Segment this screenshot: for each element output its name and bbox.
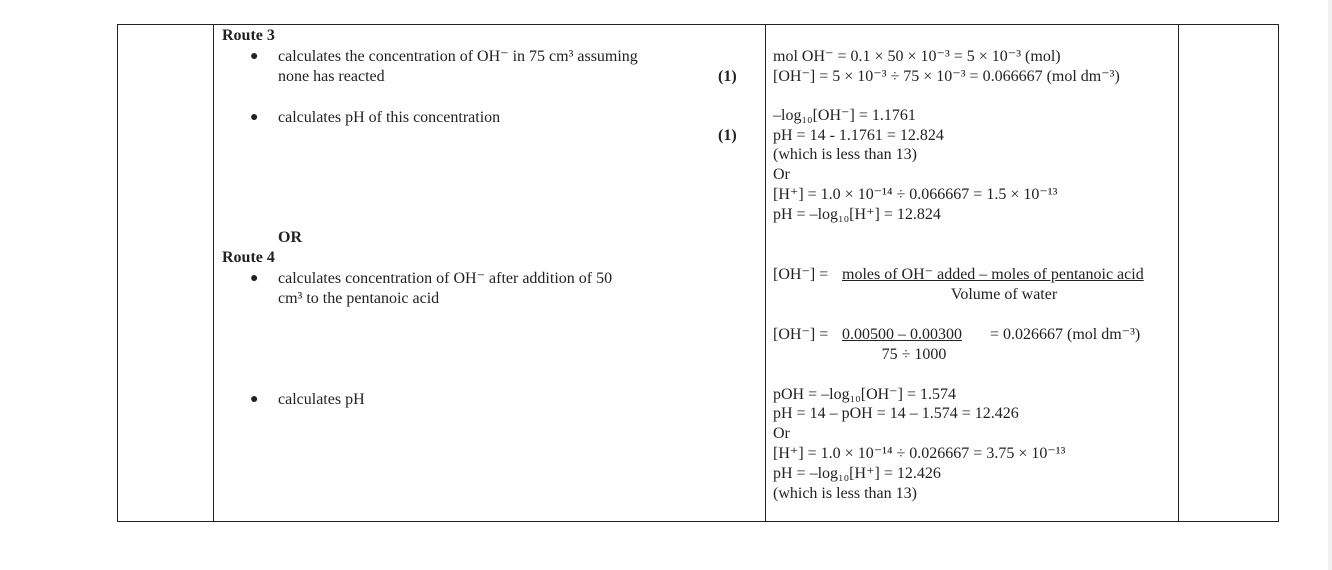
route4-answer-line: pH = –log₁₀[H⁺] = 12.426: [773, 465, 941, 482]
route4-answer-line: pH = 14 – pOH = 14 – 1.574 = 12.426: [773, 405, 1019, 422]
route4-answer-line: (which is less than 13): [773, 485, 917, 502]
route4-frac1-lhs: [OH⁻] =: [773, 266, 829, 283]
route3-answer-line: mol OH⁻ = 0.1 × 50 × 10⁻³ = 5 × 10⁻³ (mol): [773, 48, 1061, 65]
route3-bullet1-line1: calculates the concentration of OH⁻ in 75 cm³ assuming: [278, 48, 638, 65]
route4-bullet1-line1: calculates concentration of OH⁻ after addition of 50: [278, 270, 613, 287]
bullet-icon: ●: [250, 392, 259, 407]
page-edge: [1328, 0, 1332, 570]
route3-answer-line: pH = 14 - 1.1761 = 12.824: [773, 127, 944, 144]
route4-frac2-lhs: [OH⁻] =: [773, 326, 829, 343]
column-divider: [1178, 25, 1179, 521]
route3-mark2: (1): [718, 127, 737, 144]
route3-answer-line: (which is less than 13): [773, 146, 917, 163]
route3-bullet2: calculates pH of this concentration: [278, 109, 501, 126]
route4-heading: Route 4: [222, 249, 275, 266]
route4-answer-line: [H⁺] = 1.0 × 10⁻¹⁴ ÷ 0.026667 = 3.75 × 10⁻¹³: [773, 445, 1066, 462]
route4-frac2-numerator: 0.00500 – 0.00300: [842, 326, 962, 343]
column-divider: [213, 25, 214, 521]
bullet-icon: ●: [250, 49, 259, 64]
route3-heading: Route 3: [222, 27, 275, 44]
route3-bullet1-line2: none has reacted: [278, 68, 385, 85]
or-label: OR: [278, 229, 302, 246]
bullet-icon: ●: [250, 271, 259, 286]
route3-answer-line: pH = –log₁₀[H⁺] = 12.824: [773, 206, 941, 223]
route3-answer-line: –log₁₀[OH⁻] = 1.1761: [773, 107, 916, 124]
route3-answer-line: [H⁺] = 1.0 × 10⁻¹⁴ ÷ 0.066667 = 1.5 × 10⁻¹³: [773, 186, 1058, 203]
route4-frac1-numerator: moles of OH⁻ added – moles of pentanoic acid: [842, 266, 1144, 283]
route3-answer-line: Or: [773, 166, 790, 183]
route4-frac2-result: = 0.026667 (mol dm⁻³): [990, 326, 1141, 343]
route4-answer-line: Or: [773, 425, 790, 442]
route3-mark1: (1): [718, 68, 737, 85]
route4-frac2-denominator: 75 ÷ 1000: [881, 346, 947, 363]
route4-answer-line: pOH = –log₁₀[OH⁻] = 1.574: [773, 386, 956, 403]
route4-bullet2: calculates pH: [278, 391, 365, 408]
route3-answer-line: [OH⁻] = 5 × 10⁻³ ÷ 75 × 10⁻³ = 0.066667 (mol dm⁻³): [773, 68, 1120, 85]
column-divider: [765, 25, 766, 521]
route4-frac1-denominator: Volume of water: [950, 286, 1058, 303]
bullet-icon: ●: [250, 110, 259, 125]
route4-bullet1-line2: cm³ to the pentanoic acid: [278, 290, 440, 307]
